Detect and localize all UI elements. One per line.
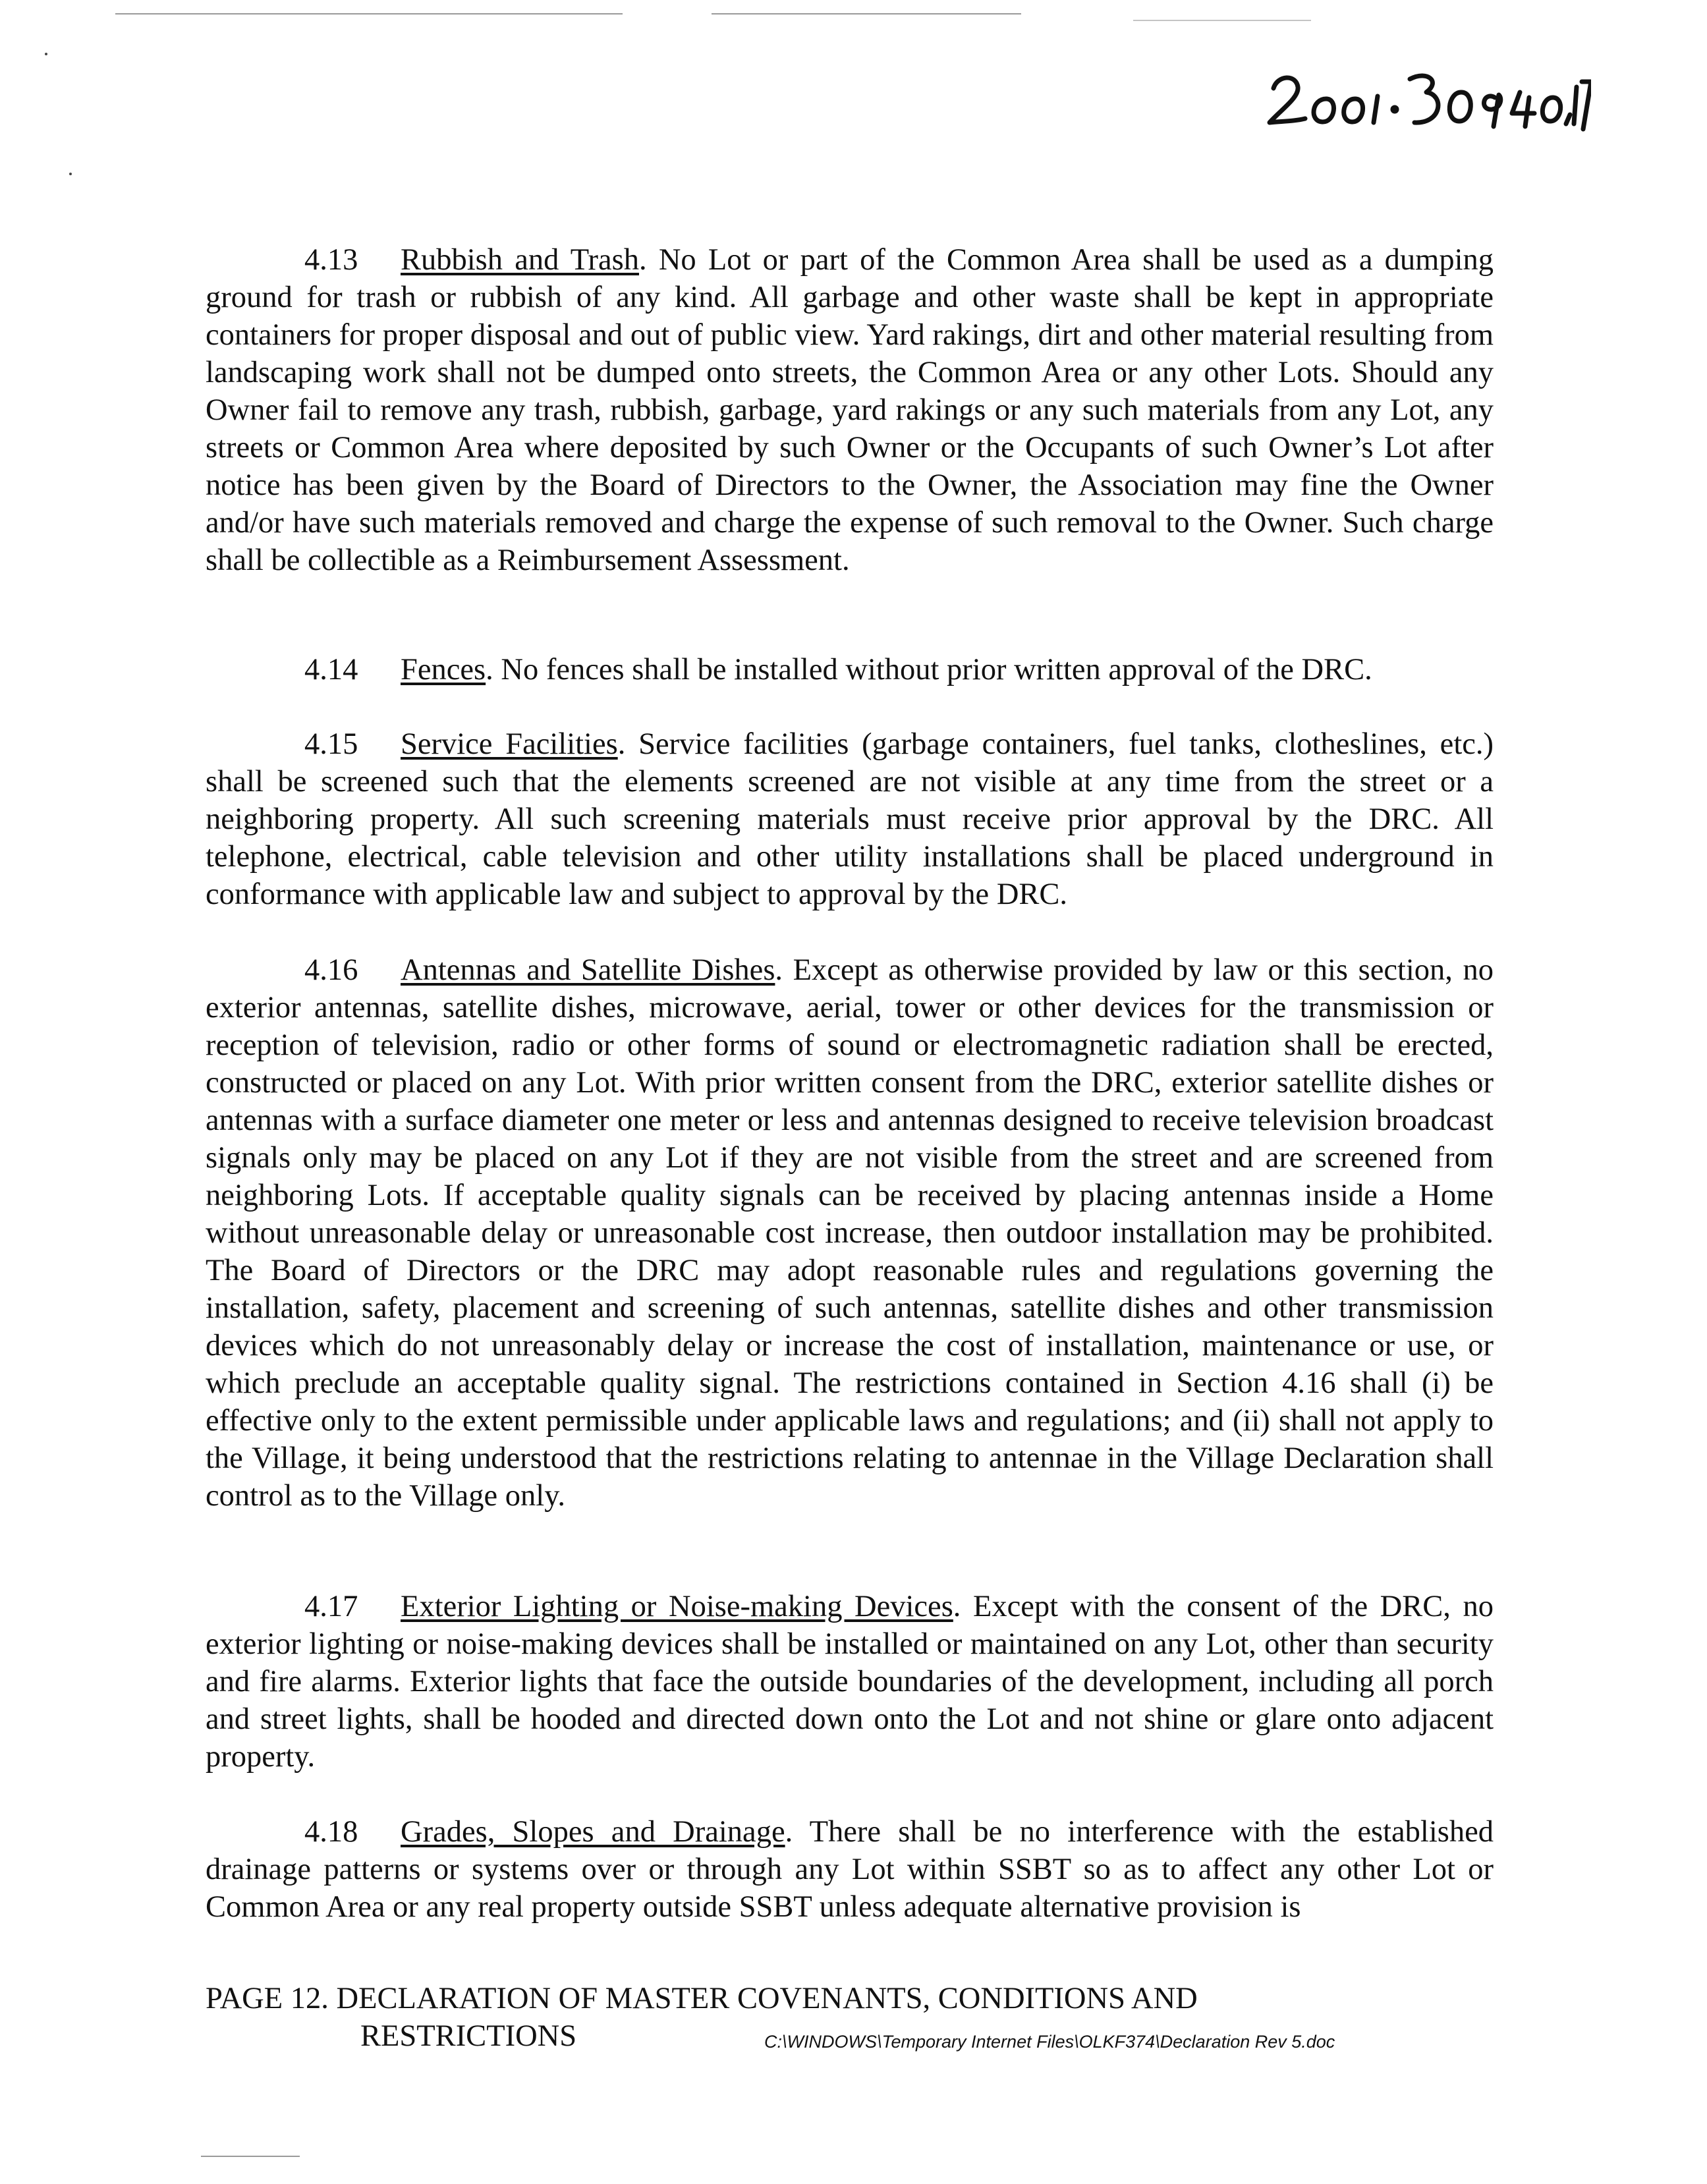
scan-speck: [69, 173, 72, 175]
section-number: 4.13: [304, 243, 358, 277]
scan-artifact-top: [1133, 20, 1311, 21]
section-body: . Service facilities (garbage containers, fuel tanks, clotheslines, etc.) shall be screened such that the elements screened are not visible at any time from the street or a neighboring property. All such screening materials must receive prior approval by the DRC. All telephone, electrical, cable television and other utility installations shall be placed underground in conformance with applicable law and subject to approval by the DRC.: [206, 727, 1494, 911]
section-body: . Except as otherwise provided by law or this section, no exterior antennas, satellite dishes, microwave, aerial, tower or other devices for the transmission or reception of television, radio or other forms of sound or electromagnetic radiation shall be erected, constructed or placed on any Lot. With prior written consent from the DRC, exterior satellite dishes or antennas with a surface diameter one meter or less and antennas designed to receive television broadcast signals only may be placed on any Lot if they are not visible from the street and are screened from neighboring Lots. If acceptable quality signals can be received by placing antennas inside a Home without unreasonable delay or unreasonable cost increase, then outdoor installation may be prohibited. The Board of Directors or the DRC may adopt reasonable rules and regulations governing the installation, safety, placement and screening of such antennas, satellite dishes and other transmission devices which do not unreasonably delay or increase the cost of installation, maintenance or use, or which preclude an acceptable quality signal. The restrictions contained in Section 4.16 shall (i) be effective only to the extent permissible under applicable laws and regulations; and (ii) shall not apply to the Village, it being understood that the restrictions relating to antennae in the Village Declaration shall control as to the Village only.: [206, 953, 1494, 1513]
section-4-18-paragraph: [206, 1813, 1494, 1926]
section-body: . There shall be no interference with the established drainage patterns or systems over or through any Lot within SSBT so as to affect any other Lot or Common Area or any real property outside SSBT unless adequate alternative provision is: [206, 1815, 1494, 1924]
section-title: Service Facilities: [401, 727, 618, 761]
section-number: 4.16: [304, 953, 358, 987]
footer-page-title-continued: RESTRICTIONS: [360, 2019, 577, 2053]
scan-speck: [45, 53, 47, 55]
section-title: Fences: [401, 653, 486, 686]
scan-artifact-bottom: [201, 2156, 300, 2157]
scan-artifact-top: [115, 13, 623, 14]
section-title: Grades, Slopes and Drainage: [401, 1815, 785, 1849]
section-title: Antennas and Satellite Dishes: [401, 953, 775, 987]
footer-page-title: PAGE 12. DECLARATION OF MASTER COVENANTS, CONDITIONS AND: [206, 1982, 1198, 2015]
footer-file-path: C:\WINDOWS\Temporary Internet Files\OLKF374\Declaration Rev 5.doc: [764, 2032, 1335, 2052]
section-4-13-paragraph: [206, 241, 1494, 579]
section-4-14-paragraph: [206, 651, 1494, 688]
section-body: . No fences shall be installed without prior written approval of the DRC.: [486, 653, 1372, 686]
section-title: Rubbish and Trash: [401, 243, 639, 277]
section-4-15-paragraph: [206, 725, 1494, 913]
section-number: 4.15: [304, 727, 358, 761]
section-4-16-paragraph: [206, 951, 1494, 1515]
section-body: . Except with the consent of the DRC, no exterior lighting or noise-making devices shall be installed or maintained on any Lot, other than security and fire alarms. Exterior lights that face the outside boundaries of the development, including all porch and street lights, shall be hooded and directed down onto the Lot and not shine or glare onto adjacent property.: [206, 1590, 1494, 1774]
section-number: 4.14: [304, 653, 358, 686]
section-4-17-paragraph: [206, 1588, 1494, 1776]
section-body: . No Lot or part of the Common Area shall be used as a dumping ground for trash or rubbish of any kind. All garbage and other waste shall be kept in appropriate containers for proper disposal and out of public view. Yard rakings, dirt and other material resulting from landscaping work shall not be dumped onto streets, the Common Area or any other Lots. Should any Owner fail to remove any trash, rubbish, garbage, yard rakings or any such materials from any Lot, any streets or Common Area where deposited by such Owner or the Occupants of such Owner’s Lot after notice has been given by the Board of Directors to the Owner, the Association may fine the Owner and/or have such materials removed and charge the expense of such removal to the Owner. Such charge shall be collectible as a Reimbursement Assessment.: [206, 243, 1494, 577]
section-number: 4.18: [304, 1815, 358, 1849]
section-title: Exterior Lighting or Noise-making Devices: [401, 1590, 953, 1623]
scan-artifact-top: [712, 13, 1021, 14]
handwritten-document-number: [1262, 61, 1591, 133]
handwritten-number-drawing: [1262, 61, 1591, 133]
section-number: 4.17: [304, 1590, 358, 1623]
